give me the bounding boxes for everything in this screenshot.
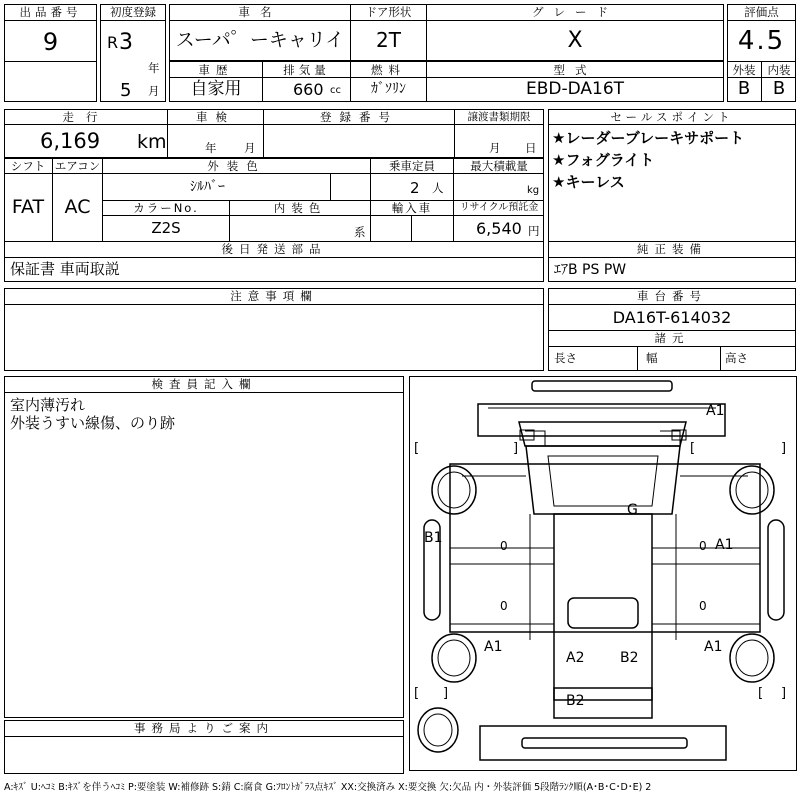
model-code: EBD-DA16T bbox=[525, 79, 625, 99]
bracket-right-lower-close: ] bbox=[781, 686, 787, 701]
bracket-right-open: [ bbox=[690, 441, 696, 456]
divider bbox=[4, 304, 544, 305]
bracket-left-close: ] bbox=[513, 441, 519, 456]
exterior-grade: B bbox=[737, 78, 751, 99]
person-unit: 人 bbox=[432, 181, 444, 195]
aircon-label: エアコン bbox=[54, 159, 101, 173]
zero-mark: 0 bbox=[500, 599, 508, 613]
divider bbox=[548, 124, 796, 125]
interior-label: 内装 bbox=[767, 63, 791, 77]
exterior-color: ｼﾙﾊﾞｰ bbox=[190, 179, 225, 195]
divider bbox=[4, 61, 97, 62]
divider bbox=[4, 392, 404, 393]
evaluation-score: 4.5 bbox=[737, 26, 786, 56]
inspector-note: 外装うすい線傷、のり跡 bbox=[10, 414, 176, 432]
divider bbox=[727, 20, 796, 21]
km-unit: km bbox=[137, 131, 167, 153]
zero-mark: 0 bbox=[699, 599, 707, 613]
transfer-deadline-label: 譲渡書類期限 bbox=[467, 111, 531, 123]
exterior-label: 外装 bbox=[732, 63, 756, 77]
after-parts-label: 後日発送部品 bbox=[221, 242, 327, 256]
displacement: 660 bbox=[293, 80, 324, 99]
divider bbox=[102, 215, 544, 216]
interior-grade: B bbox=[772, 78, 786, 99]
model-code-label: 型式 bbox=[553, 63, 597, 77]
damage-mark-right-door: A1 bbox=[715, 537, 734, 553]
inspection-label: 車検 bbox=[196, 110, 235, 124]
divider bbox=[426, 20, 724, 21]
zero-mark: 0 bbox=[500, 539, 508, 553]
width-label: 幅 bbox=[646, 351, 658, 365]
mileage-label: 走行 bbox=[62, 110, 110, 124]
shift-type: FAT bbox=[11, 196, 45, 218]
damage-mark-bed-left: A2 bbox=[566, 650, 585, 666]
equipment-label: 純正装備 bbox=[637, 242, 707, 256]
shift-label: シフト bbox=[10, 159, 46, 173]
divider bbox=[169, 77, 263, 78]
displacement-label: 排気量 bbox=[283, 63, 330, 77]
aircon: AC bbox=[64, 196, 91, 218]
grade: X bbox=[567, 28, 583, 53]
divider bbox=[4, 736, 404, 737]
yen-unit: 円 bbox=[528, 224, 540, 238]
zero-mark: 0 bbox=[699, 539, 707, 553]
chassis-label: 車台番号 bbox=[637, 289, 707, 303]
sales-points-label: セールスポイント bbox=[610, 110, 734, 124]
divider bbox=[4, 173, 544, 174]
damage-legend: A:ｷｽﾞ U:ﾍｺﾐ B:ｷｽﾞを伴うﾍｺﾐ P:要塗装 W:補修跡 S:錆 C:腐食 G:ﾌﾛﾝﾄｶﾞﾗｽ点ｷｽﾞ XX:交換済み X:要交換 欠:欠品 内・外装評価 5段階ﾗﾝｸ順(A･B･C･D･E) 2 bbox=[4, 782, 652, 793]
sales-point-item: ★キーレス bbox=[552, 173, 625, 191]
divider bbox=[4, 20, 97, 21]
import-label: 輸入車 bbox=[391, 201, 433, 215]
damage-mark-glass: G bbox=[627, 502, 638, 518]
divider bbox=[411, 216, 412, 242]
recycle-deposit-label: リサイクル預託金 bbox=[459, 202, 539, 213]
bracket-left-lower-close: ] bbox=[443, 686, 449, 701]
kg-unit: kg bbox=[527, 185, 540, 196]
inspection-year-unit: 年 bbox=[205, 141, 217, 155]
dimensions-label: 諸元 bbox=[654, 331, 690, 345]
car-name: スーパ゜ーキャリイ bbox=[175, 29, 345, 51]
divider bbox=[720, 346, 721, 371]
after-parts-value: 保証書 車両取説 bbox=[10, 260, 120, 278]
passenger-capacity: 2 bbox=[410, 179, 420, 197]
recycle-deposit: 6,540 bbox=[476, 219, 522, 238]
equipment-value: ｴｱB PS PW bbox=[554, 262, 627, 278]
fuel-label: 燃料 bbox=[371, 63, 406, 77]
fuel: ｶﾞｿﾘﾝ bbox=[371, 81, 406, 97]
year-unit: 年 bbox=[148, 61, 160, 75]
bracket-right-close: ] bbox=[781, 441, 787, 456]
sales-point-item: ★レーダーブレーキサポート bbox=[552, 129, 745, 147]
divider bbox=[426, 77, 724, 78]
chassis-number: DA16T-614032 bbox=[612, 308, 732, 327]
damage-mark-left-rear: A1 bbox=[484, 639, 503, 655]
divider bbox=[548, 346, 796, 347]
capacity-label: 乗車定員 bbox=[389, 159, 435, 173]
registration-number-label: 登録番号 bbox=[320, 110, 398, 124]
month-unit: 月 bbox=[148, 84, 160, 98]
divider bbox=[548, 257, 796, 258]
damage-mark-left-door: B1 bbox=[424, 530, 443, 546]
inspector-label: 検査員記入欄 bbox=[151, 377, 257, 391]
divider bbox=[350, 77, 427, 78]
inspector-note: 室内薄汚れ bbox=[10, 396, 86, 414]
divider bbox=[263, 124, 455, 125]
transfer-month-unit: 月 bbox=[489, 141, 501, 155]
color-number-label: カラーNo. bbox=[133, 201, 199, 215]
divider bbox=[100, 20, 166, 21]
car-name-label: 車名 bbox=[238, 5, 282, 19]
color-number: Z2S bbox=[151, 219, 181, 237]
damage-mark-right-rear: A1 bbox=[704, 639, 723, 655]
divider bbox=[548, 304, 796, 305]
damage-mark-front: A1 bbox=[706, 403, 725, 419]
bracket-left-lower-open: [ bbox=[414, 686, 420, 701]
lot-number-label: 出品番号 bbox=[19, 5, 82, 19]
notes-label: 注意事項欄 bbox=[230, 289, 318, 303]
sales-point-item: ★フォグライト bbox=[552, 151, 655, 169]
score-label: 評価点 bbox=[744, 5, 779, 19]
grade-label: グレード bbox=[532, 5, 618, 19]
divider bbox=[167, 124, 264, 125]
kei-unit: 系 bbox=[354, 225, 366, 239]
divider bbox=[4, 124, 168, 125]
damage-mark-rear: B2 bbox=[566, 693, 585, 709]
divider bbox=[454, 124, 544, 125]
max-load-label: 最大積載量 bbox=[470, 159, 528, 173]
divider bbox=[637, 346, 638, 371]
inspection-month-unit: 月 bbox=[244, 141, 256, 155]
office-label: 事務局よりご案内 bbox=[134, 721, 274, 735]
lot-number: 9 bbox=[42, 28, 59, 56]
bracket-left-open: [ bbox=[414, 441, 420, 456]
history-label: 車歴 bbox=[198, 63, 234, 77]
damage-mark-bed-right: B2 bbox=[620, 650, 639, 666]
divider bbox=[350, 20, 427, 21]
door-type: 2T bbox=[376, 28, 401, 52]
divider bbox=[330, 174, 331, 200]
mileage: 6,169 bbox=[40, 129, 101, 153]
height-label: 高さ bbox=[725, 351, 748, 365]
bracket-right-lower-open: [ bbox=[758, 686, 764, 701]
first-registration-label: 初度登録 bbox=[110, 5, 156, 19]
door-type-label: ドア形状 bbox=[365, 5, 412, 19]
exterior-color-label: 外装色 bbox=[207, 159, 266, 173]
divider bbox=[262, 77, 351, 78]
interior-color-label: 内装色 bbox=[273, 201, 327, 215]
divider bbox=[169, 20, 351, 21]
vehicle-history: 自家用 bbox=[190, 79, 242, 99]
divider bbox=[4, 257, 544, 258]
registration-month: 5 bbox=[120, 80, 132, 101]
length-label: 長さ bbox=[554, 351, 577, 365]
transfer-day-unit: 日 bbox=[525, 141, 537, 155]
era-letter: R bbox=[107, 33, 119, 52]
registration-year: 3 bbox=[119, 30, 133, 55]
vehicle-damage-diagram bbox=[409, 376, 797, 771]
cc-unit: cc bbox=[330, 85, 341, 96]
